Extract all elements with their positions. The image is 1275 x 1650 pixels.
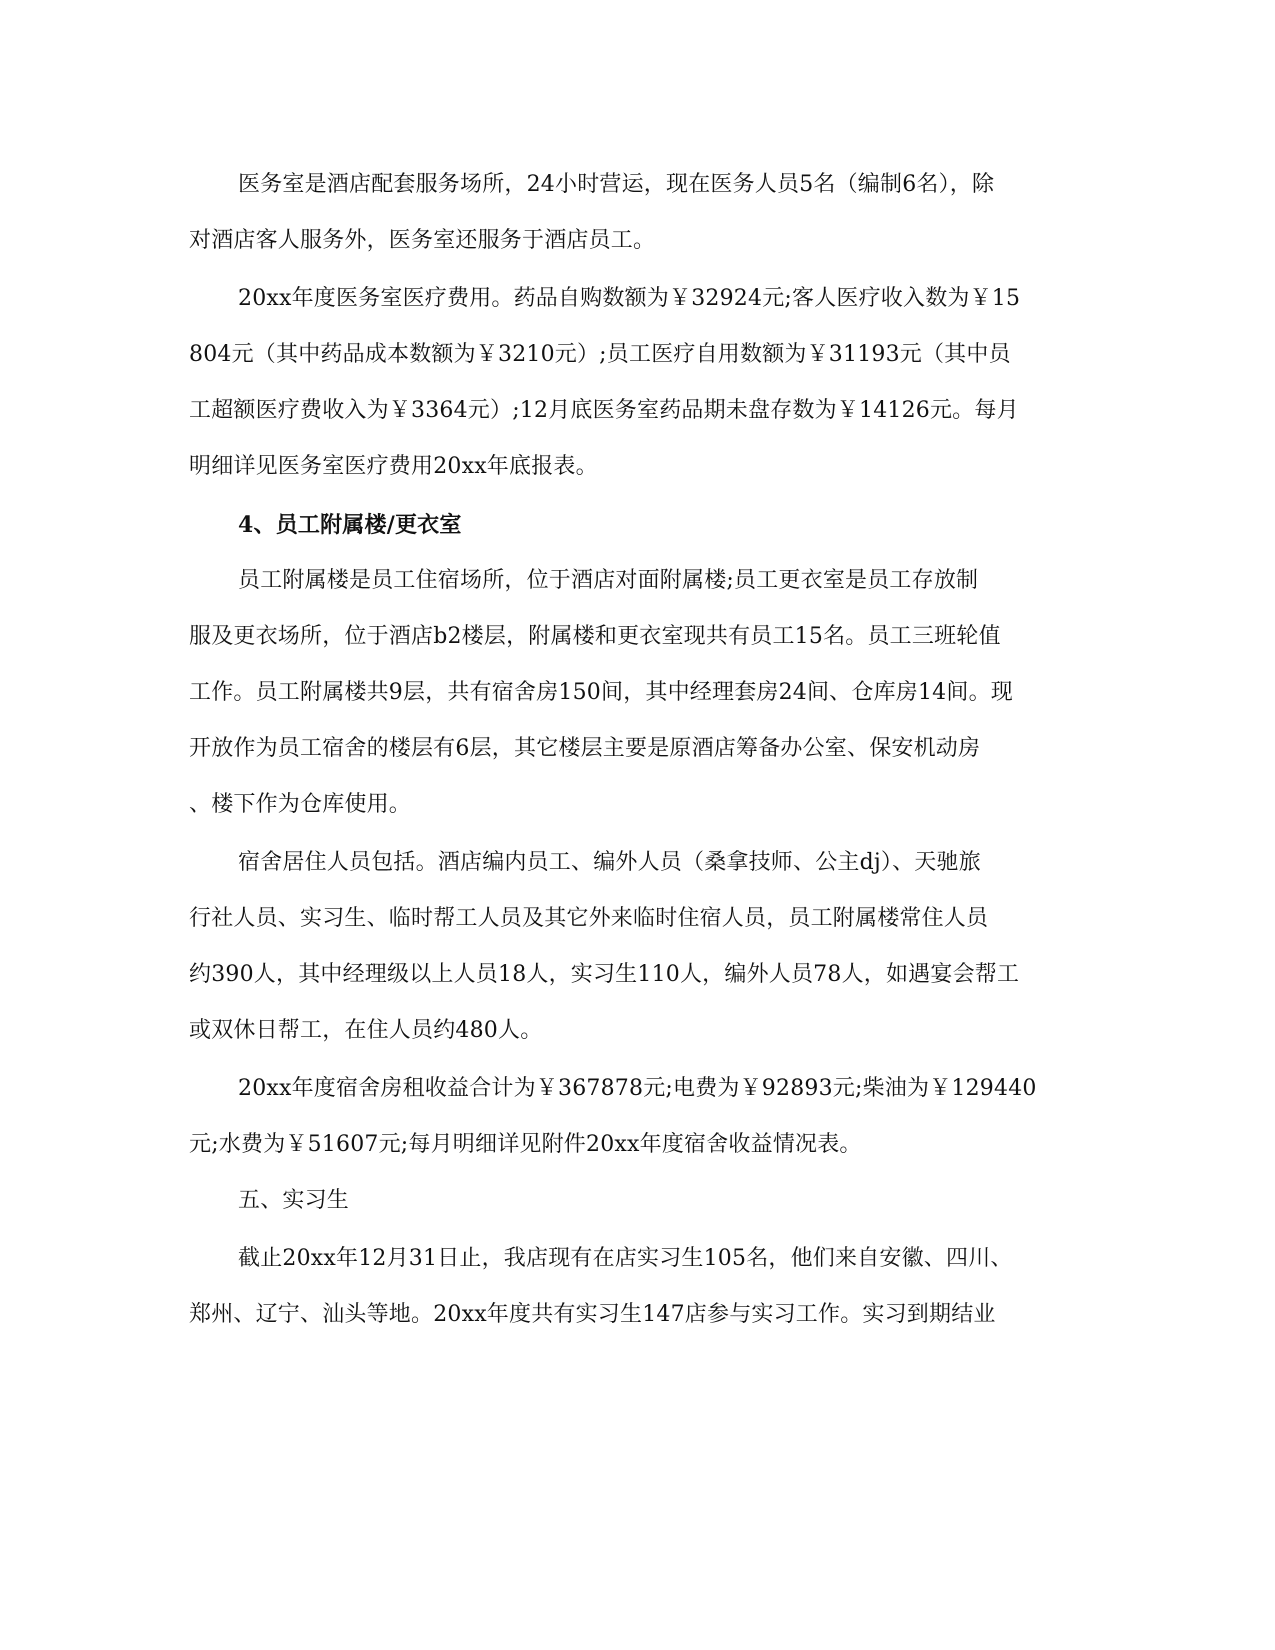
paragraph-line: 服及更衣场所，位于酒店b2楼层，附属楼和更衣室现共有员工15名。员工三班轮值 <box>189 624 1001 649</box>
paragraph-line: 医务室是酒店配套服务场所，24小时营运，现在医务人员5名（编制6名），除 <box>238 172 995 197</box>
paragraph-line: 明细详见医务室医疗费用20xx年底报表。 <box>189 454 598 479</box>
paragraph-line: 约390人，其中经理级以上人员18人，实习生110人，编外人员78人，如遇宴会帮工 <box>189 962 1020 987</box>
paragraph-line: 开放作为员工宿舍的楼层有6层，其它楼层主要是原酒店筹备办公室、保安机动房 <box>189 736 981 761</box>
section-heading: 4、员工附属楼/更衣室 <box>238 512 462 538</box>
paragraph-line: 郑州、辽宁、汕头等地。20xx年度共有实习生147店参与实习工作。实习到期结业 <box>189 1302 996 1327</box>
paragraph-line: 或双休日帮工，在住人员约480人。 <box>189 1018 543 1043</box>
paragraph-line: 对酒店客人服务外，医务室还服务于酒店员工。 <box>189 228 656 253</box>
paragraph-line: 20xx年度医务室医疗费用。药品自购数额为￥32924元;客人医疗收入数为￥15 <box>238 286 1021 311</box>
paragraph-line: 工作。员工附属楼共9层，共有宿舍房150间，其中经理套房24间、仓库房14间。现 <box>189 680 1013 705</box>
paragraph-line: 截止20xx年12月31日止，我店现有在店实习生105名，他们来自安徽、四川、 <box>238 1246 1013 1271</box>
paragraph-line: 元;水费为￥51607元;每月明细详见附件20xx年度宿舍收益情况表。 <box>189 1132 862 1157</box>
paragraph-line: 行社人员、实习生、临时帮工人员及其它外来临时住宿人员，员工附属楼常住人员 <box>189 906 989 931</box>
paragraph-line: 20xx年度宿舍房租收益合计为￥367878元;电费为￥92893元;柴油为￥129440 <box>238 1076 1037 1101</box>
paragraph-line: 工超额医疗费收入为￥3364元）;12月底医务室药品期未盘存数为￥14126元。每月 <box>189 398 1019 423</box>
section-heading: 五、实习生 <box>238 1188 350 1213</box>
paragraph-line: 员工附属楼是员工住宿场所，位于酒店对面附属楼;员工更衣室是员工存放制 <box>238 568 979 593</box>
paragraph-line: 、楼下作为仓库使用。 <box>189 792 412 817</box>
paragraph-line: 804元（其中药品成本数额为￥3210元）;员工医疗自用数额为￥31193元（其中员 <box>189 342 1011 367</box>
paragraph-line: 宿舍居住人员包括。酒店编内员工、编外人员（桑拿技师、公主dj）、天驰旅 <box>238 850 981 875</box>
